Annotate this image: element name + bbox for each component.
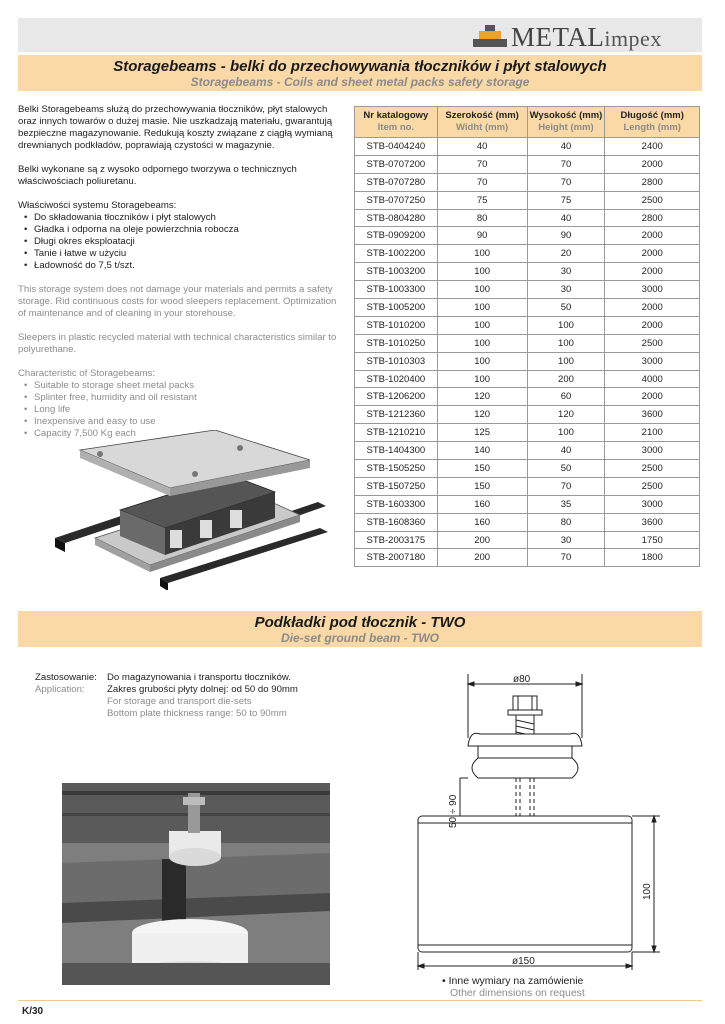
- cell-height: 40: [527, 442, 605, 460]
- cell-height: 60: [527, 388, 605, 406]
- description-pl-p2: Belki wykonane są z wysoko odpornego tworzywa o technicznych właściwościach poliuretanu.: [18, 164, 297, 187]
- table-row: [355, 477, 700, 495]
- cell-item-no: STB-1010250: [355, 334, 438, 352]
- cell-item-no: STB-2003175: [355, 531, 438, 549]
- cell-height: 50: [527, 460, 605, 478]
- table-row: [355, 299, 700, 317]
- cell-width: 140: [437, 442, 527, 460]
- footnote: [442, 975, 585, 999]
- cell-width: 100: [437, 263, 527, 281]
- cell-width: 100: [437, 316, 527, 334]
- cell-width: 80: [437, 209, 527, 227]
- table-row: [355, 316, 700, 334]
- cell-width: 90: [437, 227, 527, 245]
- list-item: • Splinter free, humidity and oil resistant: [18, 392, 343, 404]
- cell-height: 40: [527, 138, 605, 156]
- list-item: • Capacity 7,500 Kg each: [18, 428, 343, 440]
- cell-height: 35: [527, 495, 605, 513]
- description-en-p2: Sleepers in plastic recycled material with technical characteristics similar to polyurethane.: [18, 332, 337, 355]
- table-row: [355, 191, 700, 209]
- cell-width: 150: [437, 460, 527, 478]
- description-pl-p1: Belki Storagebeams służą do przechowywania tłoczników, płyt stalowych oraz innych towarów o dużej masie. Nie uszkadzają materiału, gwarantują bezpieczne magazynowanie. Redukują koszty związane z ciągłą wymianą drewnianych podkładów, poprawiają czystości w magazynie.: [18, 104, 333, 151]
- cell-length: 2000: [605, 227, 700, 245]
- cell-length: 2400: [605, 138, 700, 156]
- brand-name-light: impex: [604, 26, 662, 51]
- table-row: [355, 442, 700, 460]
- cell-height: 70: [527, 155, 605, 173]
- storagebeams-illustration: [50, 430, 330, 590]
- cell-item-no: STB-1603300: [355, 495, 438, 513]
- application-line2-pl: Zakres grubości płyty dolnej: od 50 do 90mm: [107, 684, 298, 695]
- cell-height: 20: [527, 245, 605, 263]
- cell-width: 100: [437, 352, 527, 370]
- cell-item-no: STB-0804280: [355, 209, 438, 227]
- header-height: Wysokość (mm) Height (mm): [527, 107, 605, 138]
- page-number: K/30: [22, 1006, 44, 1017]
- application-info: [35, 672, 298, 720]
- cell-item-no: STB-1210210: [355, 424, 438, 442]
- cell-height: 30: [527, 281, 605, 299]
- application-label-en: Application:: [35, 684, 85, 695]
- application-line2-en: Bottom plate thickness range: 50 to 90mm: [107, 708, 287, 719]
- cell-length: 3000: [605, 495, 700, 513]
- cell-length: 2800: [605, 173, 700, 191]
- cell-width: 160: [437, 495, 527, 513]
- cell-height: 100: [527, 334, 605, 352]
- cell-item-no: STB-0707250: [355, 191, 438, 209]
- table-row: [355, 138, 700, 156]
- list-item: • Inexpensive and easy to use: [18, 416, 343, 428]
- section-subtitle: Storagebeams - Coils and sheet metal packs safety storage: [190, 75, 530, 89]
- features-en-title: Characteristic of Storagebeams:: [18, 368, 156, 379]
- dim-height-range: 50 ÷ 90: [448, 794, 459, 828]
- cell-length: 2500: [605, 460, 700, 478]
- list-item: • Ładowność do 7,5 t/szt.: [18, 260, 343, 272]
- list-item: • Gładka i odporna na oleje powierzchnia robocza: [18, 224, 343, 236]
- table-row: [355, 388, 700, 406]
- cell-height: 100: [527, 424, 605, 442]
- table-row: [355, 370, 700, 388]
- cell-height: 40: [527, 209, 605, 227]
- cell-height: 70: [527, 477, 605, 495]
- cell-item-no: STB-1005200: [355, 299, 438, 317]
- table-header-row: [355, 107, 700, 138]
- cell-height: 75: [527, 191, 605, 209]
- cell-item-no: STB-2007180: [355, 549, 438, 567]
- cell-item-no: STB-1003300: [355, 281, 438, 299]
- application-line1-en: For storage and transport die-sets: [107, 696, 252, 707]
- table-row: [355, 209, 700, 227]
- cell-width: 100: [437, 245, 527, 263]
- cell-width: 100: [437, 334, 527, 352]
- features-pl-title: Właściwości systemu Storagebeams:: [18, 200, 177, 211]
- cell-width: 100: [437, 299, 527, 317]
- cell-width: 70: [437, 155, 527, 173]
- brand-name: [511, 22, 662, 53]
- header-width: Szerokość (mm) Widht (mm): [437, 107, 527, 138]
- storagebeams-spec-table: [354, 106, 700, 567]
- description-en-p1: This storage system does not damage your materials and permits a safety storage. Rid continuous costs for wood sleepers replacement. Optimization of maintenance and of cleaning in your storehouse.: [18, 284, 337, 319]
- brand-name-strong: METAL: [511, 22, 605, 52]
- cell-item-no: STB-0404240: [355, 138, 438, 156]
- cell-item-no: STB-0909200: [355, 227, 438, 245]
- cell-width: 200: [437, 549, 527, 567]
- table-row: [355, 352, 700, 370]
- cell-height: 90: [527, 227, 605, 245]
- cell-height: 30: [527, 531, 605, 549]
- list-item: • Długi okres eksploatacji: [18, 236, 343, 248]
- cell-height: 200: [527, 370, 605, 388]
- cell-item-no: STB-1206200: [355, 388, 438, 406]
- cell-height: 50: [527, 299, 605, 317]
- cell-length: 3600: [605, 513, 700, 531]
- cell-length: 2500: [605, 334, 700, 352]
- footer-divider: [18, 1000, 702, 1001]
- cell-length: 2000: [605, 245, 700, 263]
- cell-length: 1800: [605, 549, 700, 567]
- table-row: [355, 495, 700, 513]
- application-line1-pl: Do magazynowania i transportu tłoczników.: [107, 672, 291, 683]
- cell-item-no: STB-1010303: [355, 352, 438, 370]
- cell-item-no: STB-0707200: [355, 155, 438, 173]
- cell-length: 3000: [605, 442, 700, 460]
- header-item-no: Nr katalogowy Item no.: [355, 107, 438, 138]
- cell-length: 2800: [605, 209, 700, 227]
- footnote-pl: • Inne wymiary na zamówienie: [442, 975, 584, 987]
- cell-length: 2500: [605, 191, 700, 209]
- dim-base-height: 100: [642, 883, 653, 900]
- table-row: [355, 227, 700, 245]
- table-row: [355, 173, 700, 191]
- cell-height: 100: [527, 316, 605, 334]
- table-row: [355, 263, 700, 281]
- section-title: Podkładki pod tłocznik - TWO: [254, 614, 466, 631]
- table-row: [355, 334, 700, 352]
- table-row: [355, 549, 700, 567]
- footnote-en: Other dimensions on request: [450, 987, 585, 999]
- list-item: • Long life: [18, 404, 343, 416]
- cell-length: 1750: [605, 531, 700, 549]
- cell-width: 120: [437, 388, 527, 406]
- features-pl-list: [18, 212, 343, 272]
- cell-width: 160: [437, 513, 527, 531]
- table-row: [355, 406, 700, 424]
- table-row: [355, 531, 700, 549]
- cell-item-no: STB-1404300: [355, 442, 438, 460]
- cell-height: 120: [527, 406, 605, 424]
- cell-width: 120: [437, 406, 527, 424]
- section-title: Storagebeams - belki do przechowywania tłoczników i płyt stalowych: [113, 58, 607, 75]
- technical-drawing: [410, 668, 670, 978]
- cell-item-no: STB-1212360: [355, 406, 438, 424]
- cell-height: 100: [527, 352, 605, 370]
- cell-length: 2000: [605, 155, 700, 173]
- cell-length: 4000: [605, 370, 700, 388]
- cell-length: 3600: [605, 406, 700, 424]
- brand-logo-icon: [473, 25, 507, 47]
- cell-height: 80: [527, 513, 605, 531]
- table-row: [355, 513, 700, 531]
- cell-width: 70: [437, 173, 527, 191]
- cell-height: 30: [527, 263, 605, 281]
- cell-item-no: STB-1507250: [355, 477, 438, 495]
- product-description: [18, 104, 343, 452]
- application-label-pl: Zastosowanie:: [35, 672, 97, 683]
- cell-length: 3000: [605, 281, 700, 299]
- cell-length: 2100: [605, 424, 700, 442]
- table-row: [355, 424, 700, 442]
- dim-top-diameter: ø80: [513, 674, 531, 685]
- cell-width: 100: [437, 370, 527, 388]
- cell-width: 100: [437, 281, 527, 299]
- cell-width: 40: [437, 138, 527, 156]
- table-row: [355, 245, 700, 263]
- cell-item-no: STB-1002200: [355, 245, 438, 263]
- product-photo: [62, 783, 330, 985]
- cell-length: 3000: [605, 352, 700, 370]
- header-length: Długość (mm) Length (mm): [605, 107, 700, 138]
- cell-height: 70: [527, 549, 605, 567]
- list-item: • Tanie i łatwe w użyciu: [18, 248, 343, 260]
- cell-item-no: STB-1608360: [355, 513, 438, 531]
- dim-base-diameter: ø150: [512, 956, 535, 967]
- cell-width: 150: [437, 477, 527, 495]
- table-row: [355, 281, 700, 299]
- cell-length: 2000: [605, 299, 700, 317]
- cell-width: 75: [437, 191, 527, 209]
- cell-length: 2500: [605, 477, 700, 495]
- cell-length: 2000: [605, 263, 700, 281]
- table-body: [355, 138, 700, 567]
- cell-width: 125: [437, 424, 527, 442]
- cell-item-no: STB-0707280: [355, 173, 438, 191]
- cell-width: 200: [437, 531, 527, 549]
- table-row: [355, 155, 700, 173]
- table-row: [355, 460, 700, 478]
- cell-item-no: STB-1010200: [355, 316, 438, 334]
- list-item: • Suitable to storage sheet metal packs: [18, 380, 343, 392]
- cell-length: 2000: [605, 388, 700, 406]
- list-item: • Do składowania tłoczników i płyt stalowych: [18, 212, 343, 224]
- cell-item-no: STB-1020400: [355, 370, 438, 388]
- section-storagebeams-heading: [18, 55, 702, 91]
- section-two-heading: [18, 611, 702, 647]
- cell-item-no: STB-1003200: [355, 263, 438, 281]
- cell-height: 70: [527, 173, 605, 191]
- section-subtitle: Die-set ground beam - TWO: [280, 631, 439, 645]
- brand-logo: [473, 21, 673, 51]
- cell-item-no: STB-1505250: [355, 460, 438, 478]
- cell-length: 2000: [605, 316, 700, 334]
